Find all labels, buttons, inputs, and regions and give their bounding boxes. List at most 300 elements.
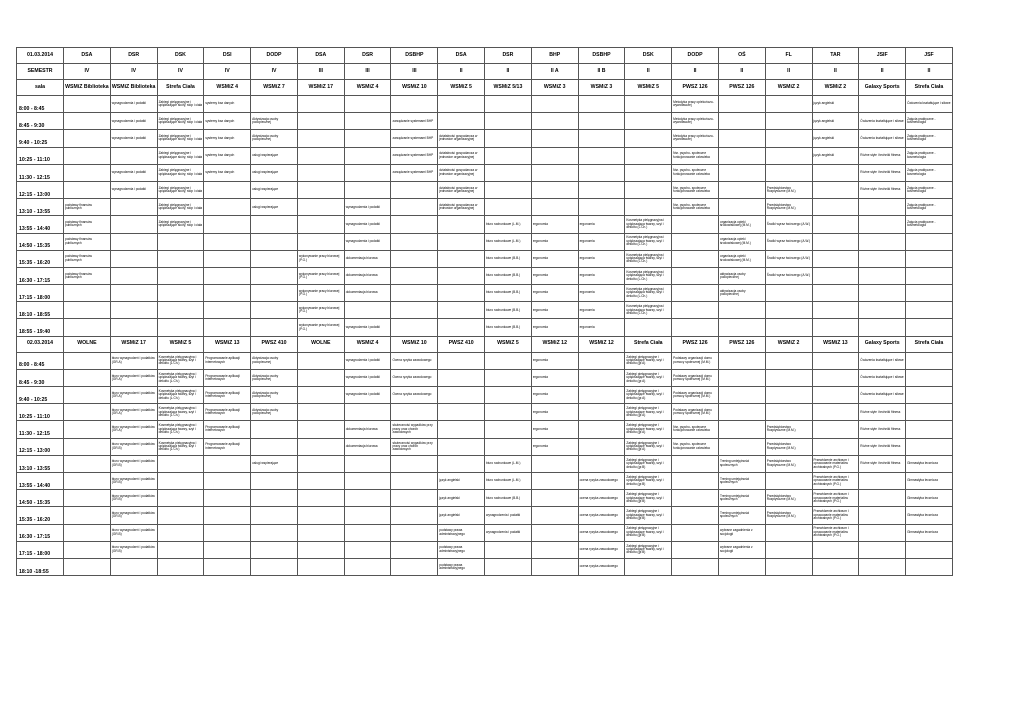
class-cell: działalność gospodarcza w jednostce organizacyjnej <box>438 147 485 164</box>
class-cell <box>438 369 485 386</box>
time-cell: 9:40 - 10:25 <box>17 387 64 404</box>
class-cell: Trening umiejętności społecznych <box>718 455 765 472</box>
class-cell: Przewidzenie archiwum i opracowanie materiałów archiwalnych (P.G.) <box>812 507 859 524</box>
class-cell <box>64 285 111 302</box>
class-cell <box>297 421 344 438</box>
room-row-cell: WSMiZ 5 <box>625 80 672 96</box>
room-row-label: sala <box>17 80 64 96</box>
class-cell: język angielski <box>812 113 859 130</box>
time-slot-row <box>17 130 953 147</box>
class-cell: biuro wynagrodzeń i podatków (GR.B) <box>110 524 157 541</box>
time-slot-row <box>17 302 953 319</box>
class-cell <box>765 541 812 558</box>
class-cell: Różne style i techniki fitness <box>859 181 906 198</box>
class-cell: Gimnastyka lecznicza <box>906 507 953 524</box>
class-cell <box>718 438 765 455</box>
class-cell: Zabiegi pielęgnacyjne i upiększające skóry, stóp i ciała <box>157 164 204 181</box>
class-cell: ergonomia <box>531 438 578 455</box>
class-cell <box>391 233 438 250</box>
class-cell: biuro wynagrodzeń i podatków (GR.A) <box>110 421 157 438</box>
time-cell: 12:15 - 13:00 <box>17 181 64 198</box>
time-cell: 8:00 - 8:45 <box>17 96 64 113</box>
room-row-cell: WSMiZ 2 <box>812 80 859 96</box>
class-cell: biuro rachunkowe (B.B.) <box>485 490 532 507</box>
time-cell: 18:55 - 19:40 <box>17 319 64 336</box>
class-cell <box>110 216 157 233</box>
time-slot-row <box>17 541 953 558</box>
room-row-cell: WOLNE <box>297 336 344 352</box>
class-cell <box>251 472 298 489</box>
class-cell <box>297 113 344 130</box>
class-cell: Środki wyraz twórczego (A.W.) <box>765 250 812 267</box>
room-row-cell: WSMiZ 4 <box>204 80 251 96</box>
class-cell: Zabiegi pielęgnacyjne i upiększające skóry, stóp i ciała <box>157 199 204 216</box>
class-cell <box>391 181 438 198</box>
class-cell <box>859 96 906 113</box>
time-slot-row <box>17 164 953 181</box>
class-cell: podstawy prawa administracyjnego <box>438 541 485 558</box>
class-cell <box>485 369 532 386</box>
class-cell <box>204 199 251 216</box>
class-cell <box>391 490 438 507</box>
class-cell: Kosmetyka pielęgnacyjna i upiększająca twarzy, szyi i dekoltu (L.Ch.) <box>157 421 204 438</box>
class-cell <box>297 130 344 147</box>
time-cell: 12:15 - 13:00 <box>17 438 64 455</box>
class-cell <box>485 113 532 130</box>
class-cell <box>438 250 485 267</box>
room-row-label: 02.03.2014 <box>17 336 64 352</box>
class-cell <box>438 267 485 284</box>
room-row-cell: WSMiZ 12 <box>578 336 625 352</box>
class-cell <box>578 147 625 164</box>
class-cell: biuro wynagrodzeń i podatków (GR.A) <box>110 387 157 404</box>
group-code-row-cell: JSF <box>906 48 953 64</box>
class-cell: Różne style i techniki fitness <box>859 421 906 438</box>
class-cell <box>297 404 344 421</box>
class-cell: systemy baz danych <box>204 113 251 130</box>
class-cell <box>110 319 157 336</box>
class-cell <box>297 233 344 250</box>
class-cell: wynagrodzenia i podatki <box>344 319 391 336</box>
class-cell <box>110 233 157 250</box>
class-cell: Przewidzenie archiwum i opracowanie materiałów archiwalnych (P.G.) <box>812 524 859 541</box>
class-cell: systemy baz danych <box>204 164 251 181</box>
room-row-cell: WSMiZ 13 <box>812 336 859 352</box>
class-cell: Podstawy organizacji domu pomocy społecznej (M.M.) <box>672 387 719 404</box>
class-cell <box>64 438 111 455</box>
class-cell <box>438 404 485 421</box>
class-cell <box>251 524 298 541</box>
room-row-cell: Strefa Ciała <box>625 336 672 352</box>
class-cell: Aktywizacja osoby podopiecznej <box>251 113 298 130</box>
class-cell <box>344 113 391 130</box>
time-slot-row <box>17 147 953 164</box>
class-cell: Zabiegi pielęgnacyjne i upiększające skóry, stóp i ciała <box>157 147 204 164</box>
class-cell <box>344 130 391 147</box>
class-cell: usługi wspierające <box>251 164 298 181</box>
room-row-cell: PWSZ 126 <box>718 336 765 352</box>
class-cell <box>344 507 391 524</box>
time-slot-row <box>17 267 953 284</box>
class-cell: Zabiegi pielęgnacyjne i upiększające skóry, stóp i ciała <box>157 96 204 113</box>
class-cell: zarządzanie systemami BHP <box>391 164 438 181</box>
class-cell <box>578 113 625 130</box>
time-slot-row <box>17 524 953 541</box>
class-cell <box>765 524 812 541</box>
group-code-row-cell: BHP <box>531 48 578 64</box>
group-code-row-cell: DSK <box>157 48 204 64</box>
time-slot-row <box>17 319 953 336</box>
class-cell <box>578 164 625 181</box>
class-cell: Programowanie aplikacji internetowych <box>204 352 251 369</box>
class-cell <box>344 472 391 489</box>
class-cell: ergonomia <box>578 250 625 267</box>
class-cell <box>251 541 298 558</box>
room-row-cell: WSMiZ 12 <box>531 336 578 352</box>
class-cell <box>251 438 298 455</box>
class-cell <box>157 490 204 507</box>
class-cell <box>906 404 953 421</box>
class-cell <box>812 250 859 267</box>
class-cell <box>859 541 906 558</box>
time-cell: 17:15 - 18:00 <box>17 541 64 558</box>
class-cell <box>438 438 485 455</box>
class-cell <box>812 558 859 575</box>
class-cell: wybrane zagadnienia z socjologii <box>718 524 765 541</box>
class-cell <box>157 267 204 284</box>
class-cell: Przedsiębiorstwo Rozpływczne (M.M.) <box>765 455 812 472</box>
class-cell <box>625 96 672 113</box>
class-cell <box>531 472 578 489</box>
room-row <box>17 336 953 352</box>
time-cell: 18:10 -18:55 <box>17 558 64 575</box>
class-cell <box>718 319 765 336</box>
class-cell: zarządzanie systemami BHP <box>391 130 438 147</box>
class-cell <box>438 233 485 250</box>
class-cell <box>485 199 532 216</box>
class-cell: organizacja opieki środowiskowej (M.M.) <box>718 216 765 233</box>
class-cell: biuro rachunkowe (B.B.) <box>485 302 532 319</box>
class-cell: wykonywanie pracy biurowej (P.G.) <box>297 302 344 319</box>
class-cell: ergonomia <box>531 319 578 336</box>
class-cell <box>64 302 111 319</box>
class-cell: usługi wspierające <box>251 147 298 164</box>
class-cell <box>157 507 204 524</box>
time-cell: 13:55 - 14:40 <box>17 216 64 233</box>
class-cell: biuro wynagrodzeń i podatków (GR.B) <box>110 455 157 472</box>
semester-row-cell: IV <box>157 64 204 80</box>
time-slot-row <box>17 404 953 421</box>
class-cell: Programowanie aplikacji internetowych <box>204 438 251 455</box>
time-cell: 13:10 - 13:55 <box>17 199 64 216</box>
room-row-cell: WSMiZ 5 <box>485 336 532 352</box>
class-cell: Zabiegi pielęgnacyjne i upiększające skóry, stóp i ciała <box>157 216 204 233</box>
class-cell <box>578 421 625 438</box>
class-cell <box>765 387 812 404</box>
class-cell <box>110 250 157 267</box>
class-cell <box>391 267 438 284</box>
class-cell: Trening umiejętności społecznych <box>718 472 765 489</box>
class-cell: Aktywizacja osoby podopiecznej <box>251 404 298 421</box>
semester-row-cell: II <box>906 64 953 80</box>
class-cell <box>297 507 344 524</box>
class-cell: Podstawy organizacji domu pomocy społecznej (M.M.) <box>672 352 719 369</box>
class-cell <box>251 233 298 250</box>
class-cell <box>578 387 625 404</box>
time-cell: 8:00 - 8:45 <box>17 352 64 369</box>
class-cell: wynagrodzenia i podatki <box>344 369 391 386</box>
class-cell <box>391 455 438 472</box>
group-code-row-cell: DSI <box>204 48 251 64</box>
class-cell <box>204 250 251 267</box>
class-cell <box>110 285 157 302</box>
group-code-row-cell: FL <box>765 48 812 64</box>
class-cell <box>812 267 859 284</box>
class-cell: wynagrodzenia i podatki <box>110 113 157 130</box>
class-cell <box>531 558 578 575</box>
semester-row-label: SEMESTR <box>17 64 64 80</box>
class-cell: podstawy finansów publicznych <box>64 267 111 284</box>
class-cell <box>204 233 251 250</box>
class-cell: ergonomia <box>531 233 578 250</box>
semester-row-cell: II <box>625 64 672 80</box>
room-row-cell: WSMiZ 4 <box>344 336 391 352</box>
class-cell: Kosmetyka pielęgnacyjna i upiększająca twarzy, szyi i dekoltu (L.Ch.) <box>625 285 672 302</box>
class-cell: wynagrodzenia i podatki <box>110 164 157 181</box>
class-cell <box>297 181 344 198</box>
class-cell <box>64 541 111 558</box>
class-cell <box>297 524 344 541</box>
class-cell: Nsr. psycho- społeczne funkcjonowanie człowieka <box>672 199 719 216</box>
class-cell <box>812 387 859 404</box>
group-code-row-cell: DSK <box>625 48 672 64</box>
class-cell <box>64 455 111 472</box>
class-cell <box>438 113 485 130</box>
class-cell <box>812 285 859 302</box>
class-cell: Zajęcia praktyczne - kosmetologia <box>906 113 953 130</box>
class-cell <box>204 181 251 198</box>
class-cell: wynagrodzenia i podatki <box>110 130 157 147</box>
class-cell <box>438 352 485 369</box>
class-cell <box>251 267 298 284</box>
class-cell: Zajęcia praktyczne - kosmetologia <box>906 130 953 147</box>
class-cell: skuteczność wypadków przy pracy oraz chorób zawodowych <box>391 421 438 438</box>
class-cell <box>578 199 625 216</box>
class-cell <box>531 130 578 147</box>
class-cell: Nsr. psycho- społeczne funkcjonowanie człowieka <box>672 147 719 164</box>
class-cell <box>812 199 859 216</box>
room-row-cell: WSMiZ 3 <box>531 80 578 96</box>
class-cell <box>578 96 625 113</box>
class-cell <box>391 541 438 558</box>
room-row-cell: WSMiZ 13 <box>204 336 251 352</box>
class-cell: wynagrodzenia i podatki <box>344 233 391 250</box>
class-cell <box>204 472 251 489</box>
class-cell <box>718 302 765 319</box>
class-cell: Przedsiębiorstwo Rozpływczne (M.M.) <box>765 181 812 198</box>
class-cell <box>859 250 906 267</box>
class-cell: Nsr. psycho- społeczne funkcjonowanie człowieka <box>672 438 719 455</box>
class-cell: biuro wynagrodzeń i podatków (GR.B) <box>110 438 157 455</box>
time-cell: 10:25 - 11:10 <box>17 404 64 421</box>
class-cell: Przedsiębiorstwo Rozpływczne (M.M.) <box>765 490 812 507</box>
class-cell <box>812 233 859 250</box>
class-cell <box>204 285 251 302</box>
class-cell: Metodyka pracy opiekuńczo-wywoławczej <box>672 96 719 113</box>
class-cell <box>157 250 204 267</box>
room-row <box>17 80 953 96</box>
class-cell: Programowanie aplikacji internetowych <box>204 421 251 438</box>
time-cell: 13:10 - 13:55 <box>17 455 64 472</box>
class-cell: ergonomia <box>531 250 578 267</box>
class-cell <box>391 216 438 233</box>
class-cell: ergonomia <box>531 216 578 233</box>
class-cell <box>64 490 111 507</box>
class-cell <box>297 472 344 489</box>
class-cell: Przedsiębiorstwo Rozpływczne (M.M.) <box>765 421 812 438</box>
class-cell: Zabiegi pielęgnacyjne i upiększające twarzy, szyi i dekoltu (gr.A) <box>625 387 672 404</box>
class-cell: Kosmetyka pielęgnacyjna i upiększająca twarzy, szyi i dekoltu (L.Ch.) <box>625 250 672 267</box>
class-cell <box>344 404 391 421</box>
class-cell: biuro rachunkowe (B.B.) <box>485 267 532 284</box>
class-cell: Aktywizacja osoby podopiecznej <box>251 387 298 404</box>
class-cell: aktywizacja osoby podopiecznej <box>718 267 765 284</box>
class-cell: Zabiegi pielęgnacyjne i upiększające twarzy, szyi i dekoltu (gr.B) <box>625 507 672 524</box>
class-cell: ocena ryzyka zawodowego <box>578 490 625 507</box>
class-cell <box>297 541 344 558</box>
class-cell <box>625 319 672 336</box>
class-cell: działalność gospodarcza w jednostce organizacyjnej <box>438 199 485 216</box>
class-cell <box>157 524 204 541</box>
class-cell <box>438 96 485 113</box>
class-cell: podstawy finansów publicznych <box>64 233 111 250</box>
class-cell <box>718 96 765 113</box>
class-cell: ocena ryzyka zawodowego <box>578 472 625 489</box>
class-cell <box>157 455 204 472</box>
class-cell: Programowanie aplikacji internetowych <box>204 404 251 421</box>
class-cell: wynagrodzenia i podatki <box>344 387 391 404</box>
class-cell <box>297 455 344 472</box>
class-cell: Zabiegi pielęgnacyjne i upiększające skóry, stóp i ciała <box>157 113 204 130</box>
time-slot-row <box>17 199 953 216</box>
class-cell <box>625 199 672 216</box>
class-cell <box>391 199 438 216</box>
class-cell: dokumentacja biurowa <box>344 421 391 438</box>
class-cell: Gimnastyka lecznicza <box>906 524 953 541</box>
room-row-cell: Strefa Ciała <box>157 80 204 96</box>
class-cell: Ćwiczenia kształtujące i siłowe <box>859 113 906 130</box>
class-cell <box>531 455 578 472</box>
class-cell <box>578 369 625 386</box>
room-row-cell: PWSZ 410 <box>438 336 485 352</box>
group-code-row <box>17 48 953 64</box>
class-cell: Programowanie aplikacji internetowych <box>204 369 251 386</box>
time-slot-row <box>17 455 953 472</box>
class-cell: Nsr. psycho- społeczne funkcjonowanie człowieka <box>672 164 719 181</box>
class-cell <box>812 352 859 369</box>
class-cell <box>64 404 111 421</box>
group-code-row-cell: DSR <box>485 48 532 64</box>
class-cell: Kosmetyka pielęgnacyjna i upiększająca twarzy, szyi i dekoltu (L.Ch.) <box>625 302 672 319</box>
class-cell: biuro rachunkowe (B.B.) <box>485 250 532 267</box>
class-cell: wynagrodzenia i podatki <box>344 352 391 369</box>
class-cell <box>297 369 344 386</box>
semester-row-cell: II <box>485 64 532 80</box>
class-cell <box>157 233 204 250</box>
class-cell: Przedsiębiorstwo Rozpływczne (M.M.) <box>765 199 812 216</box>
class-cell: zarządzanie systemami BHP <box>391 147 438 164</box>
time-cell: 16:30 - 17:15 <box>17 267 64 284</box>
class-cell: Nsr. psycho- społeczne funkcjonowanie człowieka <box>672 181 719 198</box>
class-cell: podstawy finansów publicznych <box>64 250 111 267</box>
class-cell: Różne style i techniki fitness <box>859 164 906 181</box>
class-cell: ergonomia <box>578 267 625 284</box>
class-cell <box>204 558 251 575</box>
class-cell <box>344 147 391 164</box>
class-cell <box>672 455 719 472</box>
class-cell <box>344 524 391 541</box>
class-cell: Ćwiczenia kształtujące i siłowe <box>859 387 906 404</box>
class-cell: systemy baz danych <box>204 147 251 164</box>
class-cell <box>485 541 532 558</box>
class-cell: Trening umiejętności społecznych <box>718 490 765 507</box>
semester-row-cell: II <box>765 64 812 80</box>
class-cell <box>859 199 906 216</box>
time-cell: 11:30 - 12:15 <box>17 164 64 181</box>
class-cell: Kosmetyka pielęgnacyjna i upiększająca twarzy, szyi i dekoltu (L.Ch.) <box>625 267 672 284</box>
class-cell <box>391 524 438 541</box>
class-cell <box>438 216 485 233</box>
class-cell: organizacja opieki środowiskowej (M.M.) <box>718 250 765 267</box>
class-cell: systemy baz danych <box>204 130 251 147</box>
class-cell <box>859 233 906 250</box>
class-cell: język angielski <box>812 147 859 164</box>
time-cell: 9:40 - 10:25 <box>17 130 64 147</box>
semester-row-cell: II <box>859 64 906 80</box>
class-cell <box>625 130 672 147</box>
room-row-cell: PWSZ 126 <box>672 80 719 96</box>
class-cell: Środki wyraz twórczego (A.W.) <box>765 216 812 233</box>
room-row-cell: PWSZ 126 <box>718 80 765 96</box>
class-cell: język angielski <box>812 96 859 113</box>
class-cell: biuro wynagrodzeń i podatków (GR.A) <box>110 369 157 386</box>
class-cell <box>765 302 812 319</box>
class-cell: Zabiegi pielęgnacyjne i upiększające twarzy, szyi i dekoltu (gr.B) <box>625 541 672 558</box>
class-cell <box>485 438 532 455</box>
class-cell <box>625 147 672 164</box>
room-row-cell: WSMiZ 5 <box>157 336 204 352</box>
class-cell <box>110 267 157 284</box>
class-cell: biuro wynagrodzeń i podatków (GR.B) <box>110 490 157 507</box>
class-cell <box>812 541 859 558</box>
room-row-cell: WSMiZ Biblioteka <box>110 80 157 96</box>
class-cell <box>297 199 344 216</box>
class-cell <box>718 404 765 421</box>
class-cell <box>297 558 344 575</box>
room-row-cell: WOLNE <box>64 336 111 352</box>
semester-row-cell: III <box>344 64 391 80</box>
class-cell: Zajęcia praktyczne - kosmetologia <box>906 199 953 216</box>
class-cell <box>718 199 765 216</box>
class-cell <box>64 472 111 489</box>
class-cell: zarządzanie systemami BHP <box>391 113 438 130</box>
class-cell: usługi wspierające <box>251 455 298 472</box>
class-cell <box>672 285 719 302</box>
class-cell <box>391 507 438 524</box>
class-cell: ergonomia <box>531 267 578 284</box>
room-row-cell: WSMiZ 5/13 <box>485 80 532 96</box>
class-cell <box>485 130 532 147</box>
